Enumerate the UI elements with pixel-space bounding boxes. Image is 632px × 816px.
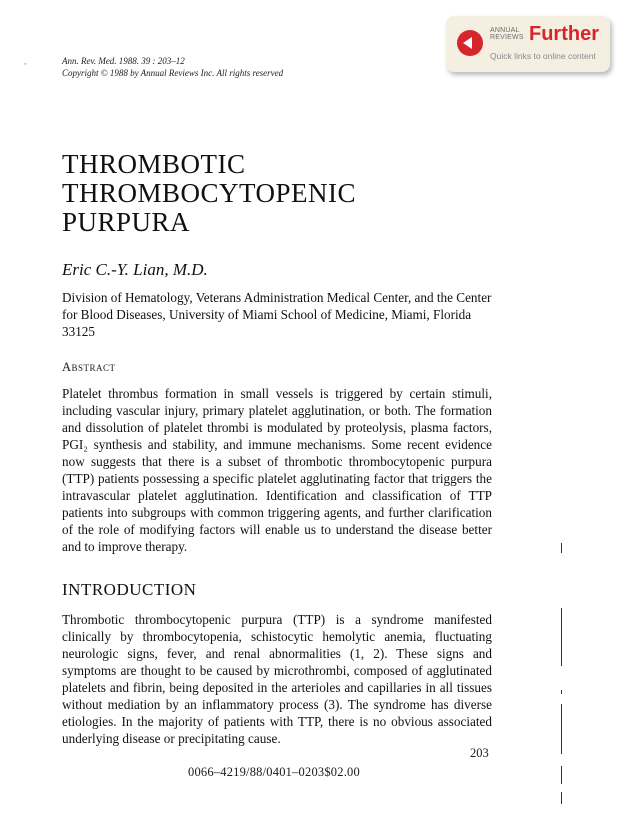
title-line: THROMBOCYTOPENIC (62, 178, 357, 208)
author-name: Eric C.-Y. Lian, M.D. (62, 260, 208, 279)
margin-mark (561, 792, 562, 804)
annual-reviews-logo: ANNUAL REVIEWS (490, 27, 524, 41)
footer-code: 0066–4219/88/0401–0203$02.00 (188, 765, 360, 779)
margin-mark (561, 704, 562, 754)
scan-speck: ◦ (24, 60, 27, 68)
introduction-heading: INTRODUCTION (62, 580, 197, 599)
abstract-heading: Abstract (62, 360, 116, 374)
journal-header (62, 55, 283, 79)
author-affiliation: Division of Hematology, Veterans Administration Medical Center, and the Center for Blood Diseases, University of Miami School of Medicine, Miami, Florida 33125 (62, 290, 492, 339)
further-label: Further (529, 23, 599, 45)
title-line: PURPURA (62, 207, 191, 237)
article-title (62, 150, 356, 237)
journal-copyright: Copyright © 1988 by Annual Reviews Inc. All rights reserved (62, 68, 284, 78)
further-badge[interactable] (446, 16, 610, 72)
further-arrow-icon (457, 30, 483, 56)
margin-mark (561, 608, 562, 666)
margin-mark (561, 766, 562, 784)
title-line: THROMBOTIC (62, 149, 246, 179)
journal-citation: Ann. Rev. Med. 1988. 39 : 203–12 (62, 56, 185, 66)
page-number: 203 (470, 746, 489, 760)
margin-mark (561, 543, 562, 553)
introduction-text: Thrombotic thrombocytopenic purpura (TTP) is a syndrome manifested clinically by thrombocytopenia, schistocytic hemolytic anemia, fluctuating neurologic signs, fever, and renal abnormalities (1, 2). These signs and symptoms are thought to be caused by microthrombi, composed of agglutinated platelets and fibrin, being deposited in the arterioles and capillaries in all tissues without mediation by an inflammatory process (3). The syndrome has diverse etiologies. In the majority of patients with TTP, there is no obvious associated underlying disease or precipitating cause. (62, 612, 492, 746)
margin-mark (561, 690, 562, 694)
further-tagline: Quick links to online content (490, 51, 596, 61)
abstract-text: Platelet thrombus formation in small vessels is triggered by certain stimuli, including vascular injury, primary platelet agglutination, or both. The formation and dissolution of platelet thrombi is modulated by proteolysis, plasma factors, PGI₂ synthesis and stability, and immune mechanisms. Some recent evidence now suggests that there is a subset of thrombotic thrombocytopenic purpura (TTP) patients possessing a specific platelet agglutinating factor that triggers the intravascular platelet agglutination. Identification and classification of TTP patients into subgroups with common triggering agents, and further clarification of the role of modifying factors will enable us to understand the disease better and to improve therapy. (62, 386, 492, 554)
